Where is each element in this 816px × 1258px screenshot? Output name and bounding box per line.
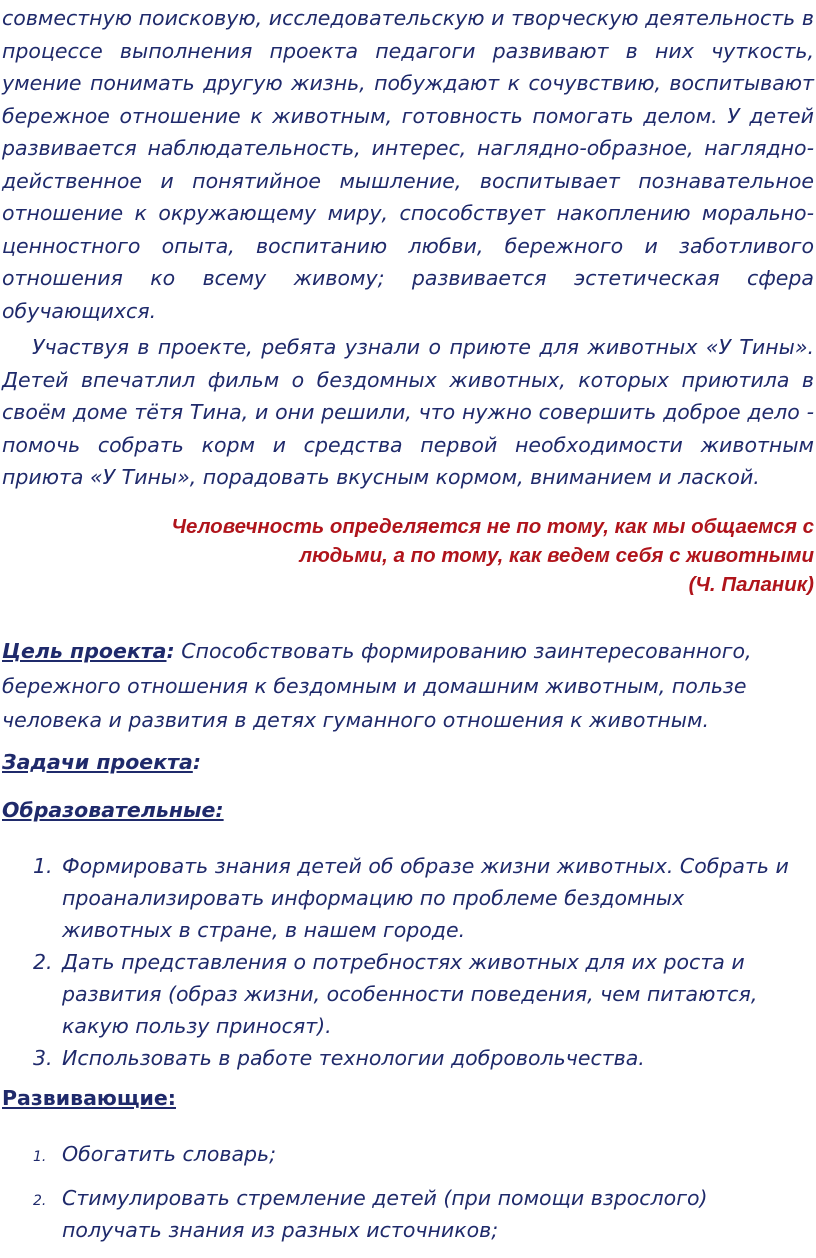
list-item-text: Обогатить словарь; [62,1142,277,1166]
quote-author: (Ч. Паланик) [688,573,814,596]
paragraph-shelter: Участвуя в проекте, ребята узнали о приюте для животных «У Тины». Детей впечатлил фильм о бездомных животных, которых приютила в своём доме тётя Тина, и они решили, что нужно совершить доброе дело - помочь собрать корм и средства первой необходимости животным приюта «У Тины», порадовать вкусным кормом, вниманием и лаской. [2,335,814,489]
list-item-text: Использовать в работе технологии добровольчества. [62,1046,645,1070]
educational-label: Образовательные: [2,798,224,822]
tasks-colon: : [192,750,202,774]
quote-line-1: Человечность определяется не по тому, как мы общаемся с [171,515,814,538]
educational-list [0,850,800,1074]
list-number: 1. [33,1149,47,1165]
developing-heading [2,1082,176,1114]
list-number: 3. [33,1046,53,1070]
list-item [0,1138,800,1170]
developing-list [0,1138,800,1258]
list-number: 2. [33,950,53,974]
list-item-text: Формировать знания детей об образе жизни животных. Собрать и проанализировать информацию по проблеме бездомных животных в стране, в нашем городе. [62,854,789,942]
quote-line-2: людьми, а по тому, как ведем себя с животными [299,544,814,567]
educational-heading [2,794,224,826]
goal-colon: : [166,639,175,663]
tasks-heading [2,746,201,778]
list-item-text: Дать представления о потребностях животных для их роста и развития (образ жизни, особенности поведения, чем питаются, какую пользу приносят). [62,950,758,1038]
list-item [0,1182,800,1246]
list-number: 2. [33,1193,47,1209]
list-number: 1. [33,854,53,878]
epigraph-quote [54,512,814,599]
tasks-label: Задачи проекта [2,750,193,774]
goal-text: Способствовать формированию заинтересованного, бережного отношения к бездомным и домашним животным, пользе человека и развития в детях гуманного отношения к животным. [2,639,752,732]
list-item-text: Стимулировать стремление детей (при помощи взрослого) получать знания из разных источников; [62,1186,708,1242]
list-item [0,946,800,1042]
project-goal [2,634,802,738]
list-item [0,850,800,946]
developing-label: Развивающие: [2,1086,176,1110]
paragraph-intro: совместную поисковую, исследовательскую и творческую деятельность в процессе выполнения проекта педагоги развивают в них чуткость, умение понимать другую жизнь, побуждают к сочувствию, воспитывают бережное отношение к животным, готовность помогать делом. У детей развивается наблюдательность, интерес, наглядно-образное, наглядно-действенное и понятийное мышление, воспитывает познавательное отношение к окружающему миру, способствует накоплению морально-ценностного опыта, воспитанию любви, бережного и заботливого отношения ко всему живому; развивается эстетическая сфера обучающихся. [2,6,814,323]
list-item [0,1042,800,1074]
goal-label: Цель проекта [2,639,167,663]
